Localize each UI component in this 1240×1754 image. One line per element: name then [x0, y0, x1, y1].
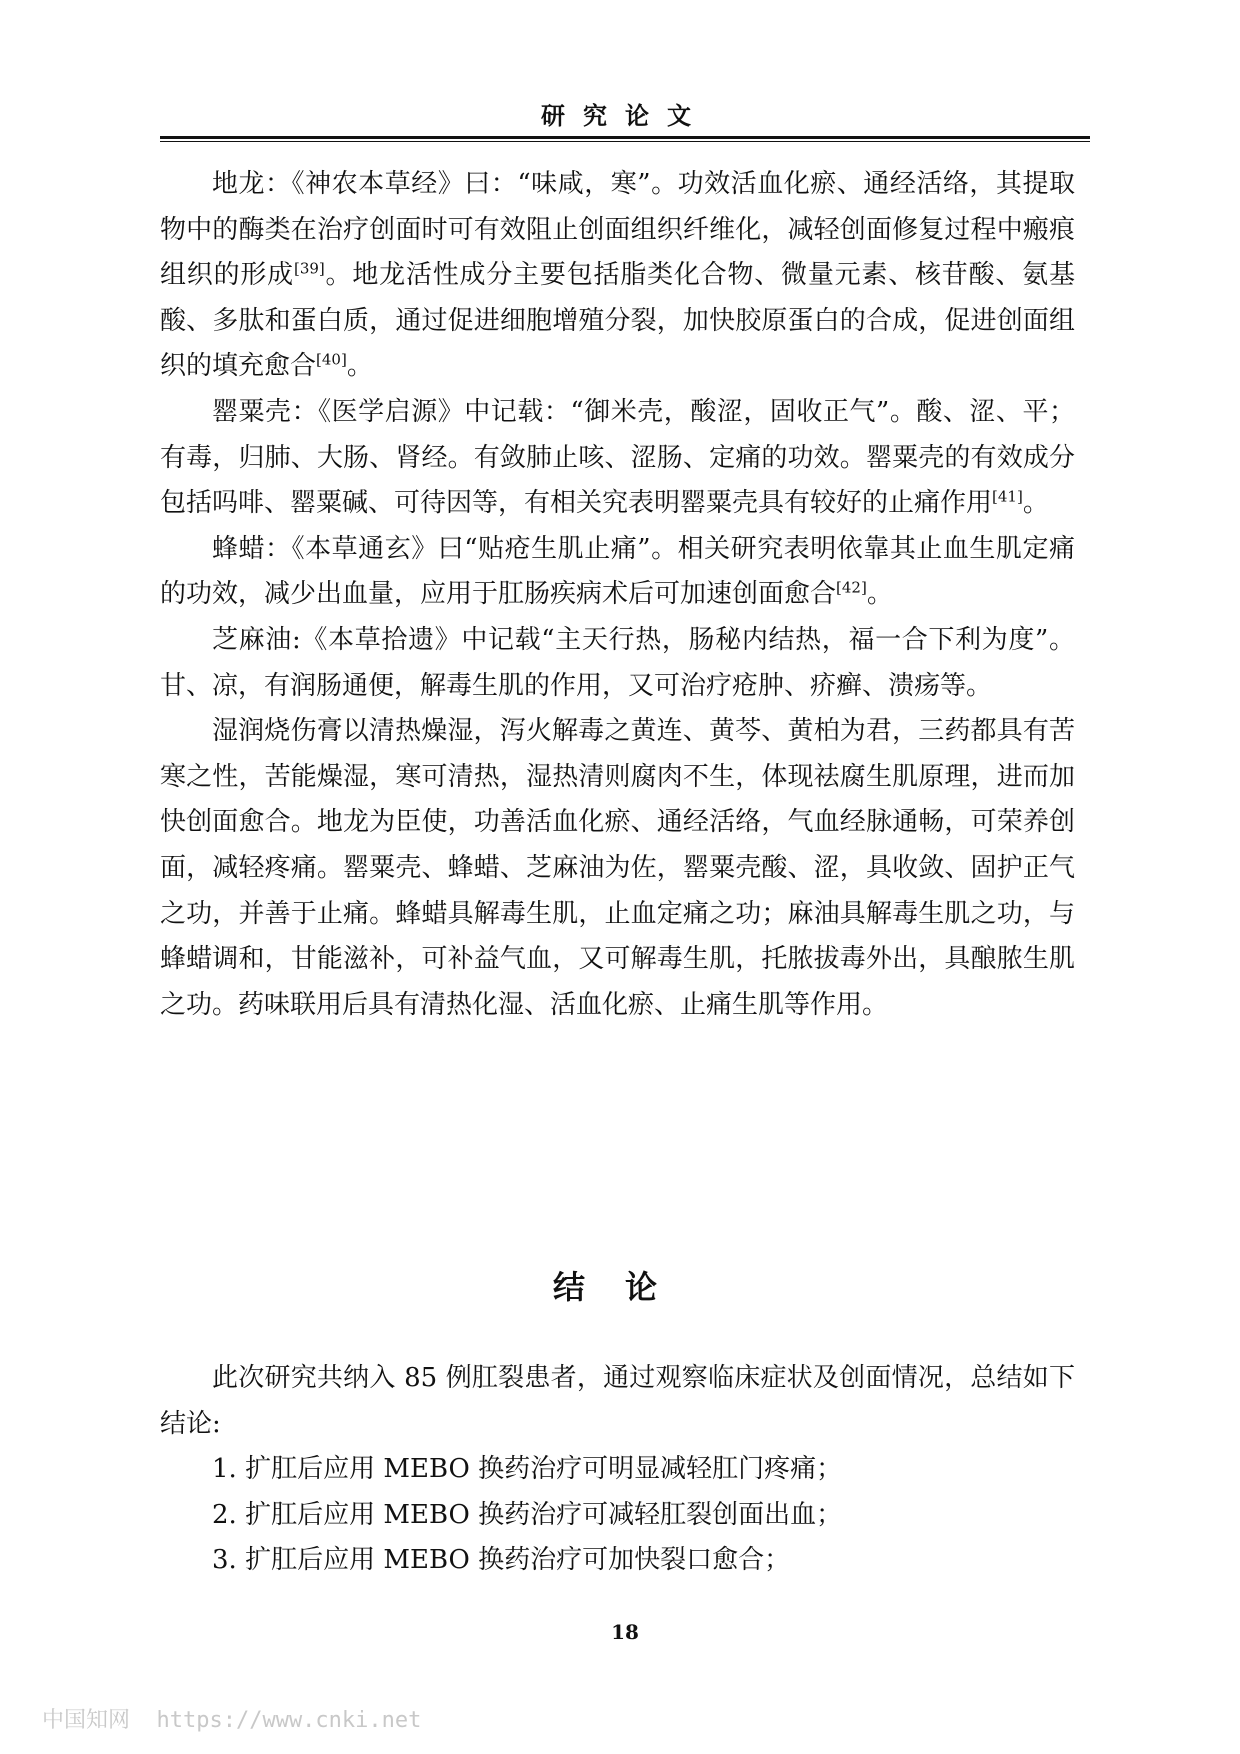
citation-ref: [40]	[316, 350, 347, 369]
paragraph-fengla	[160, 527, 1075, 618]
page-number: 18	[611, 1620, 639, 1644]
body-text	[160, 162, 1075, 1028]
paragraph-text: 地龙：《神农本草经》曰：“味咸，寒”。功效活血化瘀、通经活络，其提取物中的酶类在治疗创面时可有效阻止创面组织纤维化，减轻创面修复过程中瘢痕组织的形成	[160, 169, 1075, 291]
section-title-conclusion: 结论	[552, 1268, 697, 1306]
paragraph-yingsuke	[160, 390, 1075, 527]
conclusion-item: 2. 扩肛后应用 MEBO 换药治疗可减轻肛裂创面出血；	[212, 1499, 843, 1530]
watermark: 中国知网 https://www.cnki.net	[42, 1708, 422, 1733]
header-rule	[160, 136, 1090, 139]
citation-ref: [39]	[293, 259, 325, 278]
conclusion-section	[160, 1356, 1075, 1584]
paragraph-dilong	[160, 162, 1075, 390]
paragraph-text: 湿润烧伤膏以清热燥湿，泻火解毒之黄连、黄芩、黄柏为君，三药都具有苦寒之性，苦能燥湿，寒可清热，湿热清则腐肉不生，体现祛腐生肌原理，进而加快创面愈合。地龙为臣使，功善活血化瘀、通经活络，气血经脉通畅，可荣养创面，减轻疼痛。罂粟壳、蜂蜡、芝麻油为佐，罂粟壳酸、涩，具收敛、固护正气之功，并善于止痛。蜂蜡具解毒生肌，止血定痛之功；麻油具解毒生肌之功，与蜂蜡调和，甘能滋补，可补益气血，又可解毒生肌，托脓拔毒外出，具酿脓生肌之功。药味联用后具有清热化湿、活血化瘀、止痛生肌等作用。	[160, 716, 1075, 1020]
paragraph-text: 罂粟壳：《医学启源》中记载：“御米壳，酸涩，固收正气”。酸、涩、平；有毒，归肺、大肠、肾经。有敛肺止咳、涩肠、定痛的功效。罂粟壳的有效成分包括吗啡、罂粟碱、可待因等，有相关究表明罂粟壳具有较好的止痛作用	[160, 396, 1075, 519]
conclusion-item: 3. 扩肛后应用 MEBO 换药治疗可加快裂口愈合；	[212, 1545, 791, 1576]
paragraph-summary	[160, 709, 1075, 1028]
conclusion-intro: 此次研究共纳入 85 例肛裂患者，通过观察临床症状及创面情况，总结如下结论:	[160, 1363, 1075, 1439]
paragraph-zhimayou	[160, 618, 1075, 709]
paragraph-text: 。地龙活性成分主要包括脂类化合物、微量元素、核苷酸、氨基酸、多肽和蛋白质，通过促进细胞增殖分裂，加快胶原蛋白的合成，促进创面组织的填充愈合	[160, 260, 1075, 382]
conclusion-item: 1. 扩肛后应用 MEBO 换药治疗可明显减轻肛门疼痛；	[212, 1454, 843, 1485]
running-header: 研究论文	[541, 101, 709, 130]
header-rule-thin	[160, 141, 1090, 142]
paragraph-text: 。	[1022, 488, 1049, 519]
paragraph-text: 蜂蜡：《本草通玄》曰“贴疮生肌止痛”。相关研究表明依靠其止血生肌定痛的功效，减少出血量，应用于肛肠疾病术后可加速创面愈合	[160, 533, 1075, 610]
citation-ref: [42]	[836, 578, 867, 597]
paragraph-text: 。	[866, 579, 893, 610]
citation-ref: [41]	[992, 487, 1023, 506]
paragraph-text: 芝麻油:《本草拾遗》中记载“主天行热，肠秘内结热，福一合下利为度”。甘、凉，有润肠通便，解毒生肌的作用，又可治疗疮肿、疥癣、溃疡等。	[160, 624, 1075, 701]
paragraph-text: 。	[346, 351, 373, 382]
